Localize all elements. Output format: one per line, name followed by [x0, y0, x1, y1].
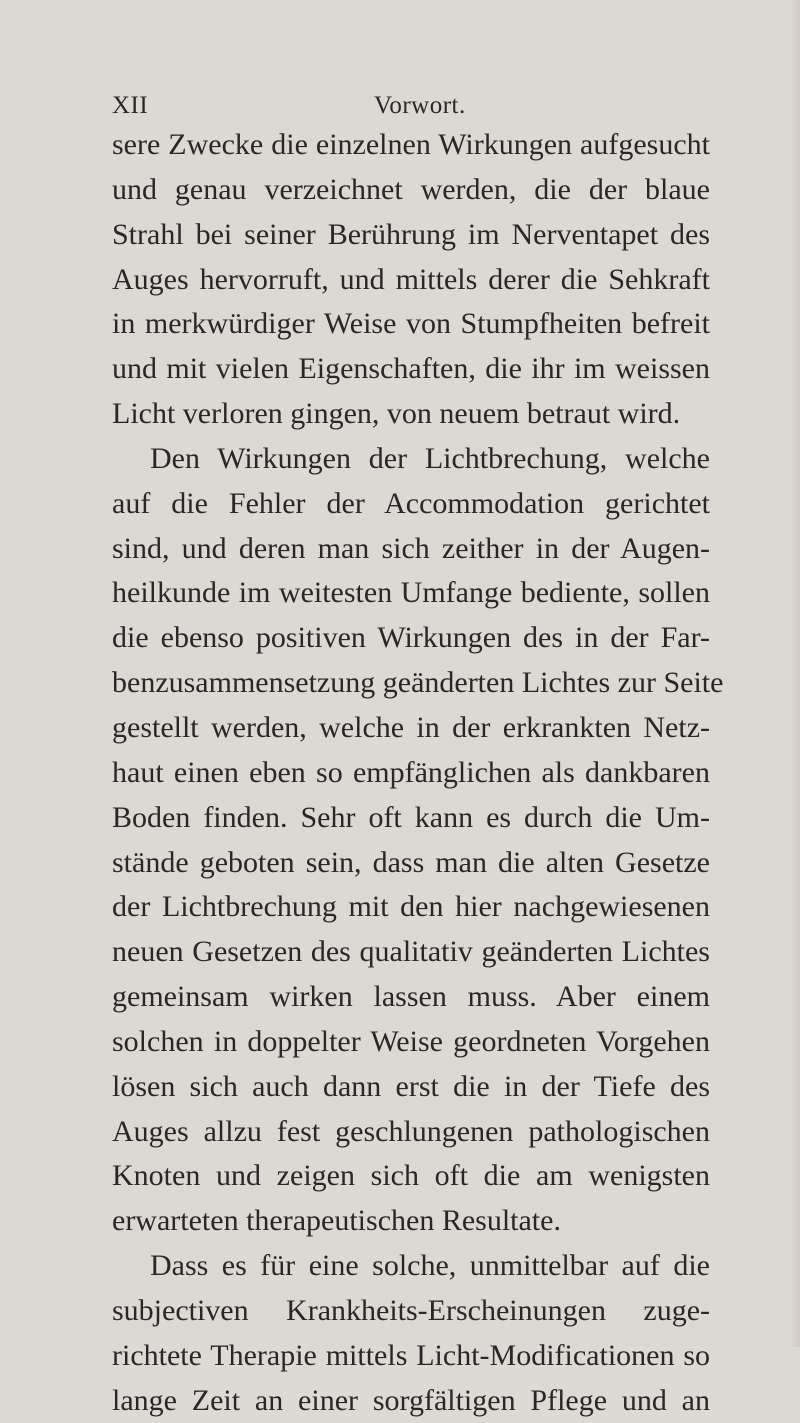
- text-line: Strahl bei seiner Berührung im Nerventapet des: [112, 217, 710, 251]
- text-line: und mit vielen Eigenschaften, die ihr im weissen: [112, 352, 710, 386]
- text-line: gestellt werden, welche in der erkrankten Netz-: [112, 710, 710, 744]
- page-header: [0, 86, 800, 126]
- text-line: in merkwürdiger Weise von Stumpfheiten befreit: [112, 307, 710, 341]
- text-line: Dass es für eine solche, unmittelbar auf die: [150, 1249, 710, 1283]
- text-line: Knoten und zeigen sich oft die am wenigsten: [112, 1159, 710, 1193]
- text-line: Den Wirkungen der Lichtbrechung, welche: [150, 441, 710, 475]
- text-line: neuen Gesetzen des qualitativ geänderten Lichtes: [112, 935, 710, 969]
- text-line: Boden finden. Sehr oft kann es durch die Um-: [112, 800, 710, 834]
- text-line: die ebenso positiven Wirkungen des in der Far-: [112, 621, 710, 655]
- text-line: erwarteten therapeutischen Resultate.: [112, 1204, 561, 1238]
- text-line: und genau verzeichnet werden, die der blaue: [112, 172, 710, 206]
- text-line: solchen in doppelter Weise geordneten Vorgehen: [112, 1024, 710, 1058]
- running-head: Vorwort.: [374, 92, 466, 119]
- text-line: haut einen eben so empfänglichen als dankbaren: [112, 755, 710, 789]
- text-line: gemeinsam wirken lassen muss. Aber einem: [112, 980, 710, 1014]
- text-line: lange Zeit an einer sorgfältigen Pflege und an: [112, 1383, 710, 1417]
- page-edge-shadow: [790, 0, 800, 1347]
- text-line: richtete Therapie mittels Licht-Modificationen so: [112, 1338, 710, 1372]
- body-text: [112, 123, 724, 1423]
- text-line: auf die Fehler der Accommodation gerichtet: [112, 486, 710, 520]
- text-line: sind, und deren man sich zeither in der Augen-: [112, 531, 710, 565]
- page-number: XII: [112, 92, 149, 119]
- text-line: Auges hervorruft, und mittels derer die Sehkraft: [112, 262, 710, 296]
- text-line: benzusammensetzung geänderten Lichtes zur Seite: [112, 666, 724, 700]
- text-line: sere Zwecke die einzelnen Wirkungen aufgesucht: [112, 128, 710, 161]
- text-line: lösen sich auch dann erst die in der Tiefe des: [112, 1069, 710, 1103]
- text-line: Licht verloren gingen, von neuem betraut wird.: [112, 397, 681, 431]
- text-line: stände geboten sein, dass man die alten Gesetze: [112, 845, 710, 879]
- text-line: subjectiven Krankheits-Erscheinungen zuge-: [112, 1293, 710, 1327]
- text-line: Auges allzu fest geschlungenen pathologischen: [112, 1114, 710, 1148]
- text-line: heilkunde im weitesten Umfange bediente, sollen: [112, 576, 710, 610]
- text-line: der Lichtbrechung mit den hier nachgewiesenen: [112, 890, 710, 924]
